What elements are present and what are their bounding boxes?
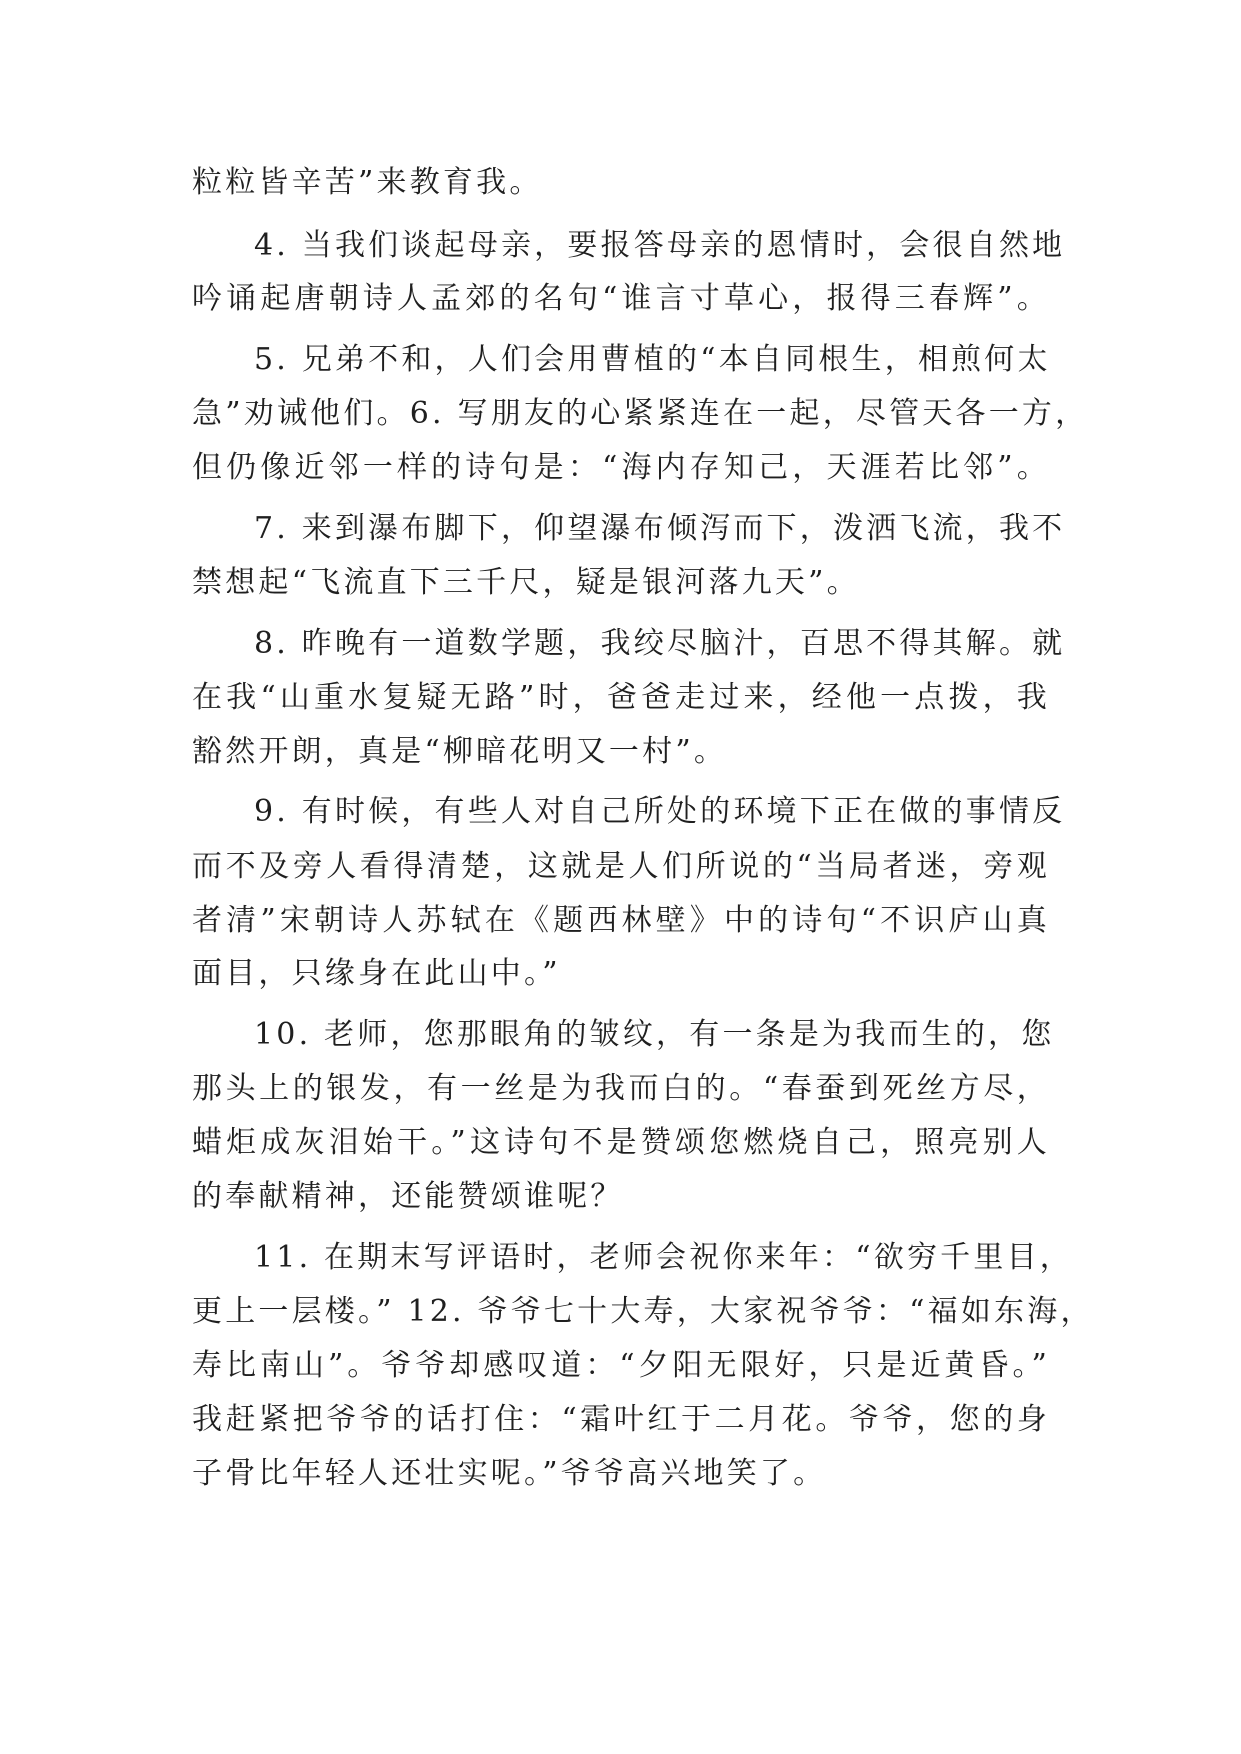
text-line: 在我“山重水复疑无路”时，爸爸走过来，经他一点拨，我 [192, 680, 1050, 715]
text-line: 的奉献精神，还能赞颂谁呢？ [192, 1179, 624, 1214]
text-line: 急”劝诫他们。6. 写朋友的心紧紧连在一起，尽管天各一方， [192, 396, 1089, 431]
text-line: 面目，只缘身在此山中。” [192, 956, 561, 991]
text-line: 粒粒皆辛苦”来教育我。 [192, 165, 543, 200]
text-line: 我赶紧把爷爷的话打住：“霜叶红于二月花。爷爷，您的身 [192, 1402, 1050, 1437]
text-line: 4. 当我们谈起母亲，要报答母亲的恩情时，会很自然地 [254, 228, 1066, 263]
text-line: 9. 有时候，有些人对自己所处的环境下正在做的事情反 [254, 794, 1066, 829]
text-line: 但仍像近邻一样的诗句是：“海内存知己，天涯若比邻”。 [192, 450, 1050, 485]
text-line: 更上一层楼。” 12. 爷爷七十大寿，大家祝爷爷：“福如东海， [192, 1294, 1094, 1329]
text-line: 7. 来到瀑布脚下，仰望瀑布倾泻而下，泼洒飞流，我不 [254, 511, 1066, 546]
text-line: 蜡炬成灰泪始干。”这诗句不是赞颂您燃烧自己，照亮别人 [192, 1125, 1050, 1160]
text-line: 11. 在期末写评语时，老师会祝你来年：“欲穷千里目， [254, 1240, 1073, 1275]
text-line: 5. 兄弟不和，人们会用曹植的“本自同根生，相煎何太 [254, 342, 1051, 377]
text-line: 豁然开朗，真是“柳暗花明又一村”。 [192, 734, 728, 769]
text-line: 8. 昨晚有一道数学题，我绞尽脑汁，百思不得其解。就 [254, 626, 1066, 661]
text-line: 吟诵起唐朝诗人孟郊的名句“谁言寸草心，报得三春辉”。 [192, 281, 1050, 316]
text-line: 寿比南山”。爷爷却感叹道：“夕阳无限好，只是近黄昏。” [192, 1348, 1050, 1383]
text-line: 10. 老师，您那眼角的皱纹，有一条是为我而生的，您 [254, 1017, 1055, 1052]
text-line: 而不及旁人看得清楚，这就是人们所说的“当局者迷，旁观 [192, 849, 1050, 884]
text-line: 那头上的银发，有一丝是为我而白的。“春蚕到死丝方尽， [192, 1071, 1050, 1106]
text-line: 者清”宋朝诗人苏轼在《题西林壁》中的诗句“不识庐山真 [192, 903, 1050, 938]
text-line: 子骨比年轻人还壮实呢。”爷爷高兴地笑了。 [192, 1456, 827, 1491]
text-line: 禁想起“飞流直下三千尺，疑是银河落九天”。 [192, 565, 860, 600]
